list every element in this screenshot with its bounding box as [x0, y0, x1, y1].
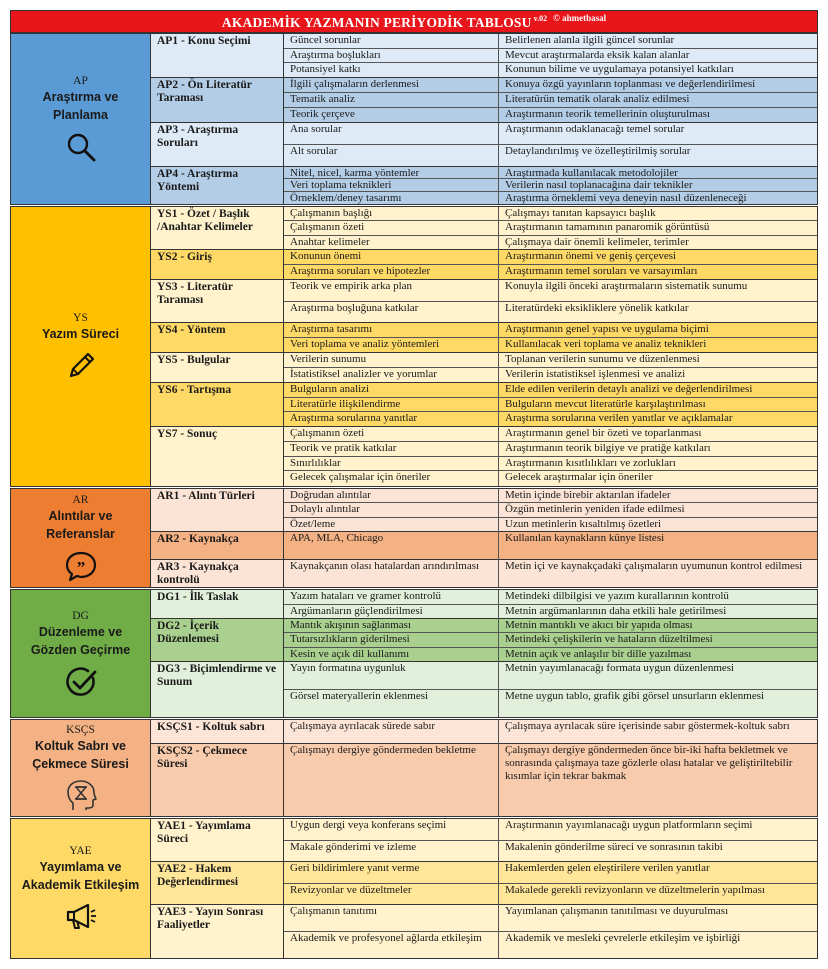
- section-ap: [10, 33, 818, 205]
- subcategory-block: [151, 905, 817, 958]
- table-row: [284, 63, 817, 78]
- category-cell: [11, 34, 151, 204]
- subcategory-name: YS2 - Giriş: [151, 250, 284, 279]
- item-cell: Teorik ve pratik katkılar: [284, 442, 499, 456]
- table-row: [284, 265, 817, 280]
- description-cell: Metin içinde birebir aktarılan ifadeler: [505, 489, 671, 501]
- subcategory-block: [151, 744, 817, 816]
- description-cell: Araştırmanın genel bir özeti ve toparlanması: [505, 427, 702, 439]
- table-row: [284, 503, 817, 517]
- subcategory-block: [151, 619, 817, 662]
- subcategory-name: YS1 - Özet / Başlık /Anahtar Kelimeler: [151, 207, 284, 249]
- item-rows: [284, 353, 817, 382]
- item-cell: Kesin ve açık dil kullanımı: [284, 648, 499, 662]
- item-cell: Araştırma boşluğuna katkılar: [284, 302, 499, 324]
- item-cell: Çalışmayı dergiye göndermeden bekletme: [284, 744, 499, 816]
- version-label: v.02: [533, 13, 548, 23]
- item-cell: İstatistiksel analizler ve yorumlar: [284, 368, 499, 383]
- item-cell: Akademik ve profesyonel ağlarda etkileşim: [284, 932, 499, 959]
- magnifier-icon: [64, 130, 98, 164]
- item-cell: Argümanların güçlendirilmesi: [284, 605, 499, 620]
- item-cell: Tematik analiz: [284, 93, 499, 107]
- table-row: [284, 250, 817, 265]
- table-row: [284, 302, 817, 324]
- subcategory-block: [151, 207, 817, 250]
- description-cell: Konuya özgü yayınların toplanması ve değerlendirilmesi: [505, 78, 756, 90]
- category-name: Düzenleme ve Gözden Geçirme: [30, 624, 131, 657]
- description-cell: Makalenin gönderilme süreci ve sonrasının takibi: [505, 840, 723, 853]
- table-row: [284, 207, 817, 221]
- description-cell: Araştırmanın temel soruları ve varsayımları: [505, 265, 698, 277]
- description-cell: Araştırmanın tamamının panaromik görüntüsü: [505, 221, 710, 234]
- subcategory-block: [151, 532, 817, 560]
- description-cell: Araştırma sorularına verilen yanıtlar ve açıklamalar: [505, 412, 733, 425]
- item-rows: [284, 905, 817, 958]
- category-code: AR: [72, 494, 89, 506]
- subcategory-block: [151, 280, 817, 323]
- description-cell: Metin içi ve kaynakçadaki çalışmaların uyumunun kontrol edilmesi: [505, 560, 803, 572]
- item-rows: [284, 250, 817, 279]
- category-code: YS: [73, 311, 88, 324]
- table-row: [284, 457, 817, 472]
- subcategory-name: YS7 - Sonuç: [151, 427, 284, 486]
- item-cell: Bulguların analizi: [284, 383, 499, 397]
- table-row: [284, 383, 817, 398]
- item-cell: Çalışmanın başlığı: [284, 207, 499, 220]
- item-cell: Makale gönderimi ve izleme: [284, 841, 499, 863]
- description-cell: Araştırmanın genel yapısı ve uygulama biçimi: [505, 323, 709, 335]
- category-code: AP: [73, 75, 88, 87]
- item-cell: Tutarsızlıkların giderilmesi: [284, 633, 499, 646]
- table-row: [284, 108, 817, 123]
- item-rows: [284, 862, 817, 904]
- item-cell: Çalışmanın özeti: [284, 221, 499, 234]
- subcategory-block: [151, 353, 817, 383]
- description-cell: Akademik ve mesleki çevrelerle etkileşim ve işbirliği: [505, 931, 741, 944]
- category-name: Koltuk Sabrı ve Çekmece Süresi: [32, 739, 129, 771]
- item-cell: Çalışmanın tanıtımı: [284, 905, 499, 931]
- item-cell: Teorik çerçeve: [284, 108, 499, 123]
- subcategory-name: AR2 - Kaynakça: [151, 532, 284, 559]
- category-cell: [11, 819, 151, 958]
- item-cell: Araştırma sorularına yanıtlar: [284, 412, 499, 427]
- description-cell: Araştırmanın teorik bilgiye ve pratiğe katkıları: [505, 441, 711, 454]
- description-cell: Çalışmayı tanıtan kapsayıcı başlık: [505, 207, 656, 219]
- subcategory-block: [151, 78, 817, 123]
- pencil-icon: [64, 349, 98, 383]
- item-rows: [284, 280, 817, 322]
- subcategory-block: [151, 489, 817, 532]
- subcategory-name: AP1 - Konu Seçimi: [151, 34, 284, 77]
- item-cell: Örneklem/deney tasarımı: [284, 192, 499, 204]
- table-row: [284, 648, 817, 662]
- table-row: [284, 93, 817, 108]
- description-cell: Metne uygun tablo, grafik gibi görsel unsurların eklenmesi: [505, 689, 765, 702]
- description-cell: Araştırmanın önemi ve geniş çerçevesi: [505, 250, 677, 262]
- item-cell: Güncel sorunlar: [284, 34, 499, 48]
- item-rows: [284, 590, 817, 618]
- description-cell: Araştırmanın teorik temellerinin oluşturulması: [505, 108, 710, 120]
- item-cell: Potansiyel katkı: [284, 63, 499, 78]
- check-circle-icon: [64, 665, 98, 699]
- subcategory-block: [151, 427, 817, 486]
- table-row: [284, 841, 817, 863]
- item-cell: Araştırma boşlukları: [284, 49, 499, 63]
- table-row: [284, 353, 817, 368]
- subcategory-name: AR3 - Kaynakça kontrolü: [151, 560, 284, 587]
- table-row: [284, 192, 817, 204]
- item-cell: Konunun önemi: [284, 250, 499, 264]
- description-cell: Kullanılan kaynakların künye listesi: [505, 532, 665, 544]
- subcategory-name: DG1 - İlk Taslak: [151, 590, 284, 618]
- item-cell: Nitel, nicel, karma yöntemler: [284, 167, 499, 178]
- table-row: [284, 605, 817, 620]
- table-row: [284, 236, 817, 250]
- category-cell: [11, 720, 151, 816]
- table-row: [284, 905, 817, 932]
- category-name: Araştırma ve Planlama: [42, 90, 119, 122]
- description-cell: Özgün metinlerin yeniden ifade edilmesi: [505, 503, 685, 516]
- item-rows: [284, 78, 817, 122]
- table-row: [284, 221, 817, 235]
- subcategory-name: YAE3 - Yayın Sonrası Faaliyetler: [151, 905, 284, 958]
- description-cell: Metnin argümanlarının daha etkili hale getirilmesi: [505, 604, 727, 617]
- table-row: [284, 34, 817, 49]
- item-cell: Araştırma tasarımı: [284, 323, 499, 337]
- item-rows: [284, 167, 817, 204]
- table-row: [284, 49, 817, 64]
- table-row: [284, 78, 817, 93]
- category-name: Yayımlama ve Akademik Etkileşim: [21, 859, 140, 892]
- description-cell: Çalışmaya dair önemli kelimeler, terimler: [505, 235, 689, 248]
- item-cell: Ana sorular: [284, 123, 499, 144]
- item-cell: Anahtar kelimeler: [284, 236, 499, 250]
- description-cell: Kullanılacak veri toplama ve analiz teknikleri: [505, 338, 707, 350]
- subcategory-block: [151, 819, 817, 862]
- item-rows: [284, 489, 817, 531]
- item-rows: [284, 383, 817, 426]
- table-row: [284, 932, 817, 959]
- description-cell: Literatürdeki eksikliklere yönelik katkılar: [505, 301, 689, 314]
- page-title: AKADEMİK YAZMANIN PERİYODİK TABLOSU: [221, 15, 532, 30]
- section-ar: [10, 488, 818, 588]
- item-cell: Kaynakçanın olası hatalardan arındırılması: [284, 560, 499, 587]
- table-row: [284, 145, 817, 167]
- table-row: [284, 338, 817, 353]
- item-rows: [284, 427, 817, 486]
- table-row: [284, 662, 817, 690]
- item-cell: Özet/leme: [284, 518, 499, 532]
- section-yae: [10, 818, 818, 959]
- subcategory-name: AR1 - Alıntı Türleri: [151, 489, 284, 531]
- description-cell: Verilerin nasıl toplanacağına dair teknikler: [505, 179, 693, 191]
- description-cell: Yayımlanan çalışmanın tanıtılması ve duyurulması: [505, 905, 729, 917]
- item-cell: Geri bildirimlere yanıt verme: [284, 862, 499, 883]
- item-cell: Veri toplama teknikleri: [284, 179, 499, 190]
- svg-text:”: ”: [76, 558, 85, 577]
- table-row: [284, 560, 817, 587]
- item-cell: Mantık akışının sağlanması: [284, 619, 499, 632]
- subcategory-name: DG3 - Biçimlendirme ve Sunum: [151, 662, 284, 717]
- table-row: [284, 590, 817, 605]
- category-code: YAE: [69, 844, 92, 857]
- section-ksçs: [10, 719, 818, 817]
- subcategory-name: DG2 - İçerik Düzenlemesi: [151, 619, 284, 661]
- table-row: [284, 471, 817, 486]
- megaphone-icon: [64, 900, 98, 934]
- table-row: [284, 884, 817, 906]
- subcategory-block: [151, 34, 817, 78]
- subcategory-block: [151, 250, 817, 280]
- table-row: [284, 633, 817, 647]
- category-code: KSÇS: [66, 724, 95, 736]
- description-cell: Elde edilen verilerin detaylı analizi ve değerlendirilmesi: [505, 383, 753, 395]
- description-cell: Hakemlerden gelen eleştirilere verilen yanıtlar: [505, 862, 710, 874]
- item-cell: İlgili çalışmaların derlenmesi: [284, 78, 499, 92]
- description-cell: Konunun bilime ve uygulamaya potansiyel katkıları: [505, 63, 734, 76]
- table-row: [284, 123, 817, 145]
- item-rows: [284, 662, 817, 717]
- description-cell: Verilerin istatistiksel işlenmesi ve analizi: [505, 368, 686, 380]
- subcategory-name: YS6 - Tartışma: [151, 383, 284, 426]
- category-cell: [11, 489, 151, 587]
- subcategory-name: YS4 - Yöntem: [151, 323, 284, 352]
- item-cell: Çalışmaya ayrılacak sürede sabır: [284, 720, 499, 744]
- category-name: Alıntılar ve Referanslar: [46, 509, 115, 541]
- subcategory-block: [151, 383, 817, 427]
- item-cell: Teorik ve empirik arka plan: [284, 280, 499, 301]
- description-cell: Metnin açık ve anlaşılır bir dille yazılması: [505, 647, 692, 660]
- item-rows: [284, 819, 817, 861]
- table-row: [284, 398, 817, 413]
- description-cell: Bulguların mevcut literatürle karşılaştırılması: [505, 397, 706, 410]
- table-row: [284, 167, 817, 179]
- item-cell: Araştırma soruları ve hipotezler: [284, 265, 499, 280]
- description-cell: Metnin mantıklı ve akıcı bir yapıda olması: [505, 619, 693, 631]
- subcategory-block: [151, 862, 817, 905]
- table-row: [284, 819, 817, 841]
- item-cell: APA, MLA, Chicago: [284, 532, 499, 560]
- subcategory-block: [151, 323, 817, 353]
- quote-bubble-icon: [64, 549, 98, 583]
- item-cell: Alt sorular: [284, 145, 499, 167]
- item-rows: [284, 720, 817, 743]
- category-name: Yazım Süreci: [41, 326, 120, 341]
- item-rows: [284, 207, 817, 249]
- item-cell: Çalışmanın özeti: [284, 427, 499, 441]
- table-row: [284, 368, 817, 383]
- description-cell: Mevcut araştırmalarda eksik kalan alanlar: [505, 48, 690, 61]
- description-cell: Araştırmanın odaklanacağı temel sorular: [505, 123, 685, 135]
- subcategory-block: [151, 662, 817, 717]
- item-rows: [284, 560, 817, 587]
- description-cell: Toplanan verilerin sunumu ve düzenlenmesi: [505, 353, 700, 365]
- description-cell: Araştırmanın yayımlanacağı uygun platformların seçimi: [505, 819, 753, 831]
- table-row: [284, 532, 817, 560]
- description-cell: Çalışmaya ayrılacak süre içerisinde sabır göstermek-koltuk sabrı: [505, 720, 790, 732]
- section-dg: [10, 589, 818, 718]
- item-cell: Revizyonlar ve düzeltmeler: [284, 884, 499, 906]
- category-code: DG: [72, 609, 89, 622]
- item-cell: Doğrudan alıntılar: [284, 489, 499, 502]
- table-row: [284, 323, 817, 338]
- item-rows: [284, 323, 817, 352]
- table-row: [284, 518, 817, 532]
- table-row: [284, 619, 817, 633]
- subcategory-name: YS5 - Bulgular: [151, 353, 284, 382]
- description-cell: Konuyla ilgili önceki araştırmaların sistematik sunumu: [505, 280, 748, 292]
- item-rows: [284, 619, 817, 661]
- table-row: [284, 427, 817, 442]
- table-row: [284, 690, 817, 718]
- description-cell: Literatürün tematik olarak analiz edilmesi: [505, 93, 690, 105]
- description-cell: Gelecek araştırmalar için öneriler: [505, 471, 653, 484]
- description-cell: Araştırmada kullanılacak metodolojiler: [505, 167, 678, 179]
- subcategory-name: AP3 - Araştırma Soruları: [151, 123, 284, 166]
- item-rows: [284, 744, 817, 816]
- item-rows: [284, 34, 817, 77]
- subcategory-name: AP4 - Araştırma Yöntemi: [151, 167, 284, 204]
- table-row: [284, 442, 817, 457]
- table-row: [284, 744, 817, 816]
- subcategory-name: KSÇS1 - Koltuk sabrı: [151, 720, 284, 743]
- table-row: [284, 862, 817, 884]
- table-row: [284, 179, 817, 191]
- item-cell: Gelecek çalışmalar için öneriler: [284, 471, 499, 486]
- category-cell: [11, 207, 151, 486]
- description-cell: Metindeki çelişkilerin ve hataların düzeltilmesi: [505, 633, 713, 646]
- item-cell: Literatürle ilişkilendirme: [284, 398, 499, 412]
- description-cell: Uzun metinlerin kısaltılmış özetleri: [505, 517, 662, 530]
- item-cell: Uygun dergi veya konferans seçimi: [284, 819, 499, 840]
- subcategory-block: [151, 167, 817, 204]
- item-cell: Yayın formatına uygunluk: [284, 662, 499, 689]
- section-ys: [10, 206, 818, 487]
- description-cell: Araştırma örneklemi veya deneyin nasıl düzenleneceği: [505, 191, 747, 204]
- table-row: [284, 412, 817, 427]
- table-row: [284, 720, 817, 744]
- description-cell: Çalışmayı dergiye göndermeden önce bir-iki hafta bekletmek ve sonrasında çalışmaya taze gözlerle olası hatalar ve geliştiriltebilir kısımlar için tekrar bakmak: [505, 744, 793, 782]
- table-row: [284, 489, 817, 503]
- subcategory-name: YS3 - Literatür Taraması: [151, 280, 284, 322]
- description-cell: Makalede gerekli revizyonların ve düzeltmelerin yapılması: [505, 883, 765, 896]
- category-cell: [11, 590, 151, 717]
- subcategory-name: AP2 - Ön Literatür Taraması: [151, 78, 284, 122]
- description-cell: Araştırmanın kısıtlılıkları ve zorlukları: [505, 456, 676, 469]
- item-rows: [284, 532, 817, 559]
- description-cell: Metindeki dilbilgisi ve yazım kurallarının kontrolü: [505, 590, 729, 602]
- table-title-bar: [10, 10, 818, 33]
- description-cell: Detaylandırılmış ve özelleştirilmiş sorular: [505, 145, 691, 157]
- subcategory-block: [151, 123, 817, 167]
- item-cell: Veri toplama ve analiz yöntemleri: [284, 338, 499, 353]
- item-cell: Dolaylı alıntılar: [284, 503, 499, 516]
- item-cell: Yazım hataları ve gramer kontrolü: [284, 590, 499, 604]
- item-cell: Görsel materyallerin eklenmesi: [284, 690, 499, 718]
- item-cell: Sınırlılıklar: [284, 457, 499, 471]
- item-rows: [284, 123, 817, 166]
- description-cell: Metnin yayımlanacağı formata uygun düzenlenmesi: [505, 662, 735, 674]
- subcategory-block: [151, 560, 817, 587]
- description-cell: Belirlenen alanla ilgili güncel sorunlar: [505, 34, 675, 46]
- subcategory-name: YAE1 - Yayımlama Süreci: [151, 819, 284, 861]
- subcategory-name: YAE2 - Hakem Değerlendirmesi: [151, 862, 284, 904]
- copyright-label: © ahmetbasal: [553, 12, 607, 23]
- item-cell: Verilerin sunumu: [284, 353, 499, 367]
- table-row: [284, 280, 817, 302]
- subcategory-name: KSÇS2 - Çekmece Süresi: [151, 744, 284, 816]
- subcategory-block: [151, 720, 817, 744]
- subcategory-block: [151, 590, 817, 619]
- hourglass-head-icon: [64, 779, 98, 813]
